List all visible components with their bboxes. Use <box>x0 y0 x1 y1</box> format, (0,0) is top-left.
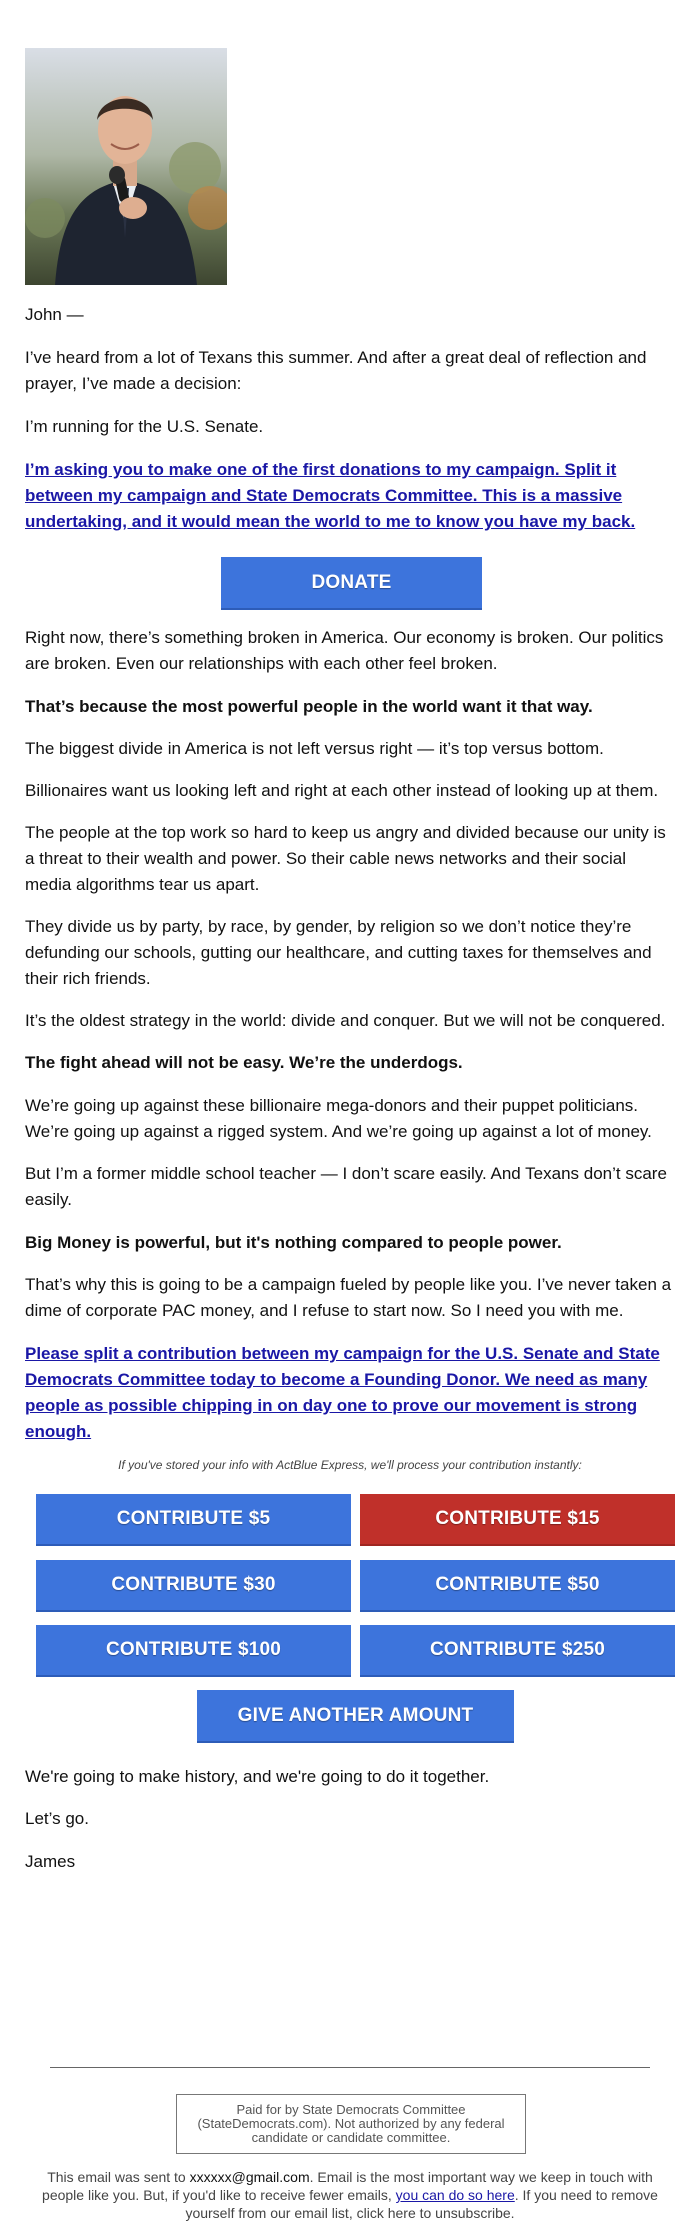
donate-button[interactable]: DONATE <box>221 557 482 610</box>
paragraph-lets-go: Let’s go. <box>25 1809 89 1828</box>
paragraph-divide: The biggest divide in America is not left versus right — it’s top versus bottom. <box>25 739 604 758</box>
paragraph-teacher: But I’m a former middle school teacher — I don’t scare easily. And Texans don’t scare easily. <box>25 1164 667 1209</box>
paragraph-billionaires: Billionaires want us looking left and right at each other instead of looking up at them. <box>25 781 659 800</box>
ask-link-founding-donor[interactable]: Please split a contribution between my campaign for the U.S. Senate and State Democrats Committee today to become a Founding Donor. We need as many people as possible chipping in on day one to prove our movement is strong enough. <box>25 1344 660 1441</box>
contribute-250-button[interactable]: CONTRIBUTE $250 <box>360 1625 675 1677</box>
paragraph-broken: Right now, there’s something broken in America. Our economy is broken. Our politics are broken. Even our relationships with each other feel broken. <box>25 628 664 673</box>
footer-unsubscribe-text <box>40 2168 660 2222</box>
paragraph-no-pac-money: That’s why this is going to be a campaign fueled by people like you. I’ve never taken a dime of corporate PAC money, and I refuse to start now. So I need you with me. <box>25 1275 672 1320</box>
footer-sent-suffix: . If you need to remove yourself from our email list, click here to unsubscribe. <box>185 2187 658 2221</box>
contribute-100-button[interactable]: CONTRIBUTE $100 <box>36 1625 351 1677</box>
contribute-50-button[interactable]: CONTRIBUTE $50 <box>360 1560 675 1612</box>
paragraph-decision: I’ve heard from a lot of Texans this summer. And after a great deal of reflection and prayer, I’ve made a decision: <box>25 348 647 393</box>
signature: James <box>25 1852 76 1871</box>
paragraph-make-history: We're going to make history, and we're going to do it together. <box>25 1767 490 1786</box>
paragraph-running: I’m running for the U.S. Senate. <box>25 417 264 436</box>
paragraph-mega-donors: We’re going up against these billionaire mega-donors and their puppet politicians. We’re going up against a rigged system. And we’re going up against a lot of money. <box>25 1096 652 1141</box>
actblue-note: If you've stored your info with ActBlue Express, we'll process your contribution instantly: <box>118 1458 582 1472</box>
fewer-emails-link[interactable]: you can do so here <box>395 2187 515 2203</box>
ask-link-first-donation[interactable]: I’m asking you to make one of the first donations to my campaign. Split it between my campaign and State Democrats Committee. This is a massive undertaking, and it would mean the world to me to know you have my back. <box>25 460 636 531</box>
footer-sent-prefix: This email was sent to <box>47 2169 190 2185</box>
contribute-30-button[interactable]: CONTRIBUTE $30 <box>36 1560 351 1612</box>
candidate-photo <box>25 48 227 285</box>
greeting: John — <box>25 305 84 324</box>
footer-sent-middle: . Email is the most important way we keep in touch with people like you. But, if you'd like to receive fewer emails, <box>42 2169 653 2203</box>
paid-for-disclaimer: Paid for by State Democrats Committee (StateDemocrats.com). Not authorized by any federal candidate or candidate committee. <box>176 2094 526 2154</box>
paragraph-people-power: Big Money is powerful, but it's nothing compared to people power. <box>25 1233 562 1252</box>
paragraph-people-at-top: The people at the top work so hard to keep us angry and divided because our unity is a threat to their wealth and power. So their cable news networks and their social media algorithms tear us apart. <box>25 823 666 894</box>
footer-email: xxxxxx@gmail.com <box>189 2169 310 2185</box>
candidate-photo-image <box>25 48 227 285</box>
paragraph-divide-us: They divide us by party, by race, by gender, by religion so we don’t notice they’re defunding our schools, gutting our healthcare, and cutting taxes for themselves and their rich friends. <box>25 917 652 988</box>
give-another-amount-button[interactable]: GIVE ANOTHER AMOUNT <box>197 1690 514 1743</box>
contribute-5-button[interactable]: CONTRIBUTE $5 <box>36 1494 351 1546</box>
footer-divider <box>50 2067 650 2068</box>
paragraph-powerful: That’s because the most powerful people in the world want it that way. <box>25 697 593 716</box>
paragraph-oldest-strategy: It’s the oldest strategy in the world: divide and conquer. But we will not be conquered. <box>25 1011 666 1030</box>
contribute-15-button[interactable]: CONTRIBUTE $15 <box>360 1494 675 1546</box>
paragraph-underdogs: The fight ahead will not be easy. We’re the underdogs. <box>25 1053 463 1072</box>
